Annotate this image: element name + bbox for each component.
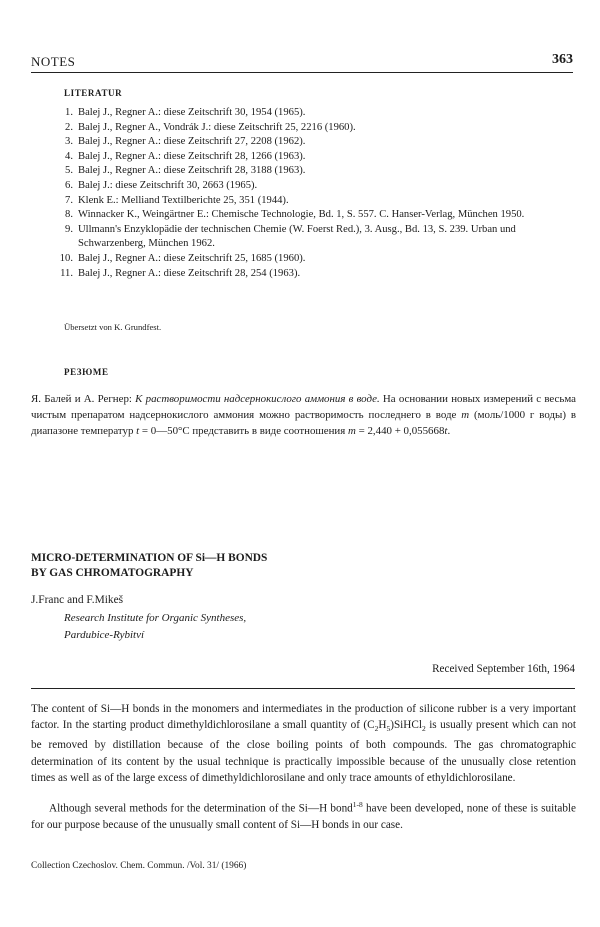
reference-number: 7. bbox=[65, 194, 73, 206]
reference-number: 10. bbox=[59, 252, 73, 264]
citation-superscript: 1-8 bbox=[352, 800, 363, 809]
resume-text: = 0—50°C представить в виде соотношения bbox=[139, 424, 348, 437]
translator-note: Übersetzt von K. Grundfest. bbox=[64, 322, 162, 332]
reference-text: Balej J., Regner A., Vondrák J.: diese Zeitschrift 25, 2216 (1960). bbox=[78, 121, 356, 133]
resume-variable-m: m bbox=[348, 424, 356, 437]
reference-list bbox=[38, 106, 583, 281]
literature-heading: LITERATUR bbox=[64, 88, 123, 98]
reference-item bbox=[38, 208, 583, 223]
resume-formula: = 2,440 + 0,055668 bbox=[355, 424, 445, 437]
article-title-line: BY GAS CHROMATOGRAPHY bbox=[31, 567, 194, 579]
reference-item bbox=[38, 223, 583, 252]
reference-item bbox=[38, 267, 583, 282]
reference-item bbox=[38, 179, 583, 194]
body-text: The content of Si—H bonds in the monomers and intermediates in the production of silicone rubber is a very important factor. In the starting product dimethyldichlorosilane a small quantity of (C bbox=[31, 703, 576, 732]
reference-text: Balej J., Regner A.: diese Zeitschrift 28, 254 (1963). bbox=[78, 267, 301, 279]
reference-item bbox=[38, 150, 583, 165]
received-date: Received September 16th, 1964 bbox=[432, 663, 575, 675]
reference-number: 2. bbox=[65, 121, 73, 133]
body-text: H bbox=[378, 719, 387, 732]
reference-text: Balej J., Regner A.: diese Zeitschrift 25, 1685 (1960). bbox=[78, 252, 306, 264]
section-label: NOTES bbox=[31, 54, 76, 69]
body-text: )SiHCl bbox=[390, 719, 422, 732]
reference-text: Balej J., Regner A.: diese Zeitschrift 28, 1266 (1963). bbox=[78, 150, 306, 162]
body-paragraph bbox=[31, 701, 576, 786]
subscript: 2 bbox=[421, 724, 426, 734]
body-text: Although several methods for the determination of the Si—H bond bbox=[49, 802, 353, 815]
reference-number: 1. bbox=[65, 107, 73, 118]
reference-item bbox=[38, 164, 583, 179]
resume-text: . bbox=[447, 424, 451, 437]
reference-number: 11. bbox=[60, 267, 73, 279]
subscript: 2 bbox=[374, 724, 379, 734]
article-authors: J.Franc and F.Mikeš bbox=[31, 594, 124, 606]
reference-number: 4. bbox=[65, 150, 73, 162]
reference-text: Klenk E.: Melliand Textilberichte 25, 351 (1944). bbox=[78, 194, 289, 206]
reference-text: Ullmann's Enzyklopädie der technischen Chemie (W. Foerst Red.), 3. Ausg., Bd. 13, S. 239. Urban und Schwarzenberg, München 1962. bbox=[78, 223, 516, 250]
reference-text: Balej J., Regner A.: diese Zeitschrift 28, 3188 (1963). bbox=[78, 165, 306, 177]
reference-number: 9. bbox=[65, 223, 73, 235]
article-title-line: MICRO-DETERMINATION OF Si—H BONDS bbox=[31, 552, 268, 564]
resume-variable-t: t bbox=[444, 424, 448, 437]
reference-item bbox=[38, 135, 583, 150]
affiliation-line: Research Institute for Organic Syntheses, bbox=[64, 612, 247, 624]
reference-item bbox=[38, 106, 583, 121]
resume-authors: Я. Балей и А. Регнер: bbox=[31, 393, 136, 405]
reference-item bbox=[38, 252, 583, 267]
body-text: have been developed, none of these is suitable for our purpose because of the unusually small content of Si—H bonds in our case. bbox=[31, 802, 576, 831]
body-paragraph bbox=[31, 797, 576, 833]
running-head bbox=[31, 54, 573, 72]
reference-item bbox=[38, 121, 583, 136]
resume-paragraph bbox=[31, 392, 576, 439]
reference-text: Winnacker K., Weingärtner E.: Chemische Technologie, Bd. 1, S. 557. C. Hanser-Verlag, München 1950. bbox=[78, 209, 525, 221]
reference-text: Balej J.: diese Zeitschrift 30, 2663 (1965). bbox=[78, 179, 258, 191]
reference-number: 3. bbox=[65, 136, 73, 148]
reference-number: 8. bbox=[65, 209, 73, 221]
reference-number: 5. bbox=[65, 165, 73, 177]
resume-variable-m: m bbox=[461, 408, 470, 421]
journal-footer: Collection Czechoslov. Chem. Commun. /Vol. 31/ (1966) bbox=[31, 861, 247, 871]
subscript: 5 bbox=[386, 724, 391, 734]
page-number: 363 bbox=[552, 52, 573, 67]
header-rule bbox=[31, 72, 573, 73]
reference-number: 6. bbox=[65, 179, 73, 191]
resume-text: (моль/1000 г воды) в диапазоне температур bbox=[31, 408, 576, 437]
resume-title: К растворимости надсернокислого аммония в воде. bbox=[135, 393, 380, 405]
resume-heading: РЕЗЮМЕ bbox=[64, 367, 109, 377]
reference-item bbox=[38, 194, 583, 209]
abstract-rule bbox=[31, 688, 575, 689]
body-text: is usually present which can not be removed by distillation because of the close boiling points of both compounds. The gas chromatographic determination of its content by the usual technique is practically impossible because of the unusually close retention times as well as of the large excess of dimethyldichlorosilane and only trace amounts of ethyldichlorosilane. bbox=[31, 719, 576, 784]
affiliation-line: Pardubice-Rybitví bbox=[64, 629, 145, 641]
resume-variable-t: t bbox=[136, 424, 140, 437]
resume-text: На основании новых измерений с весьма чистым препаратом надсернокислого аммония можно растворимость последнего в воде bbox=[31, 393, 576, 421]
reference-text: Balej J., Regner A.: diese Zeitschrift 30, 1954 (1965). bbox=[78, 107, 306, 118]
reference-text: Balej J., Regner A.: diese Zeitschrift 27, 2208 (1962). bbox=[78, 136, 306, 148]
article-title bbox=[31, 551, 267, 581]
